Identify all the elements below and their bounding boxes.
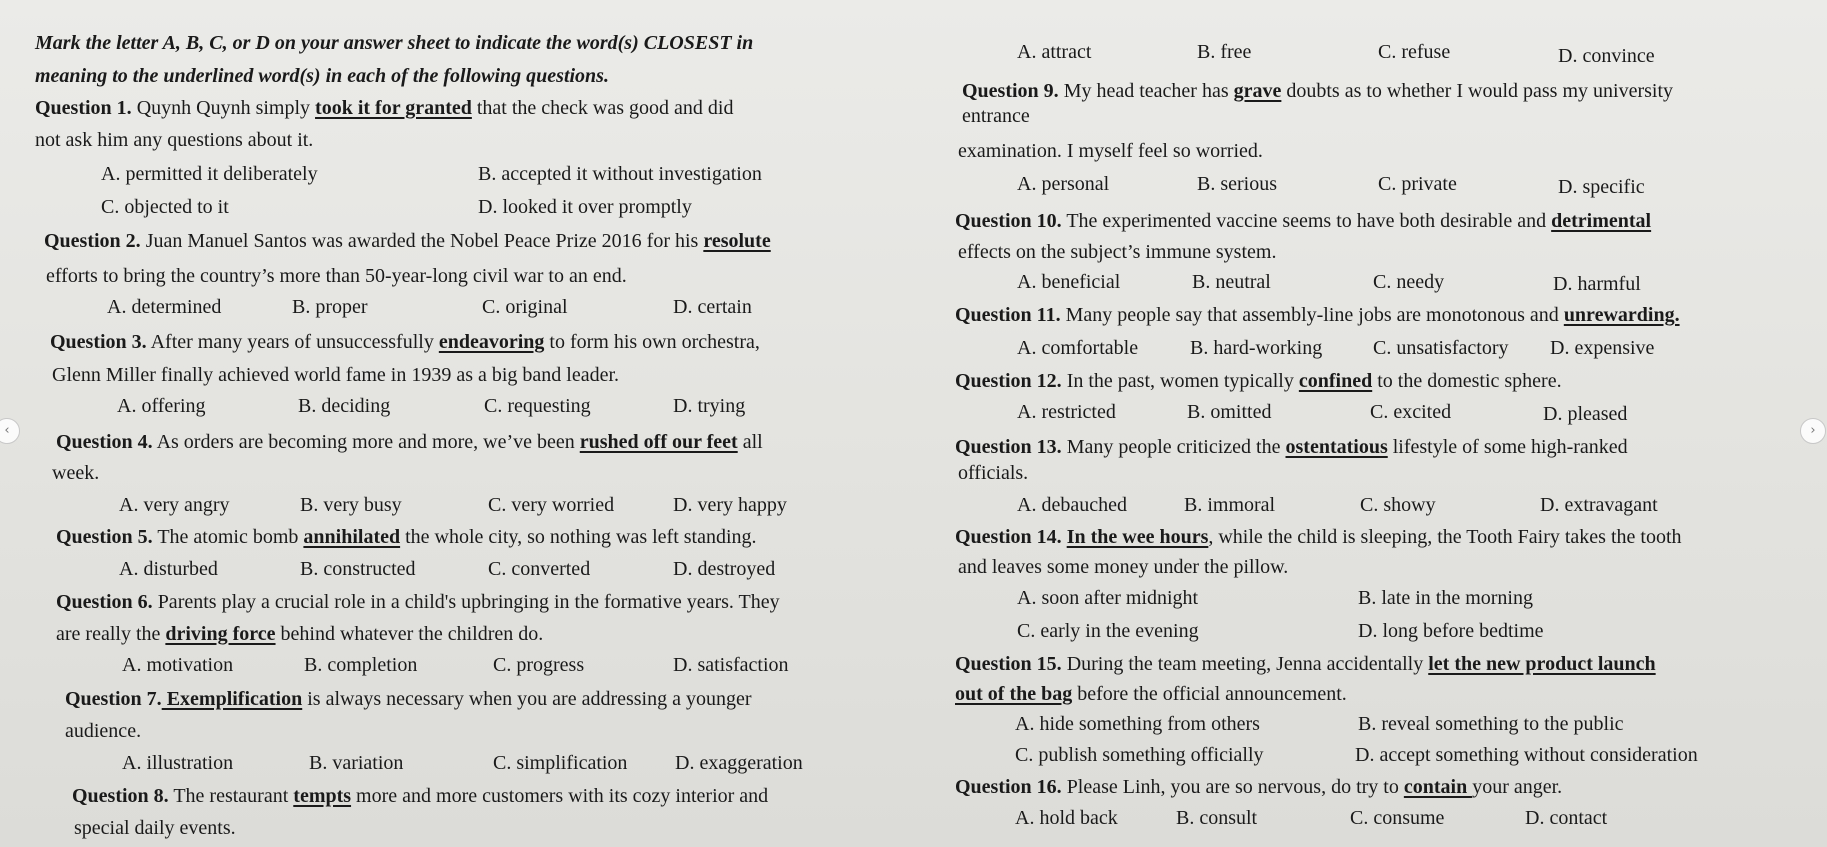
underlined-phrase: In the wee hours (1066, 526, 1209, 548)
question-15-stem-line2: out of the bag before the official announcement. (955, 683, 1347, 705)
q9-option-a[interactable]: A. personal (1017, 173, 1110, 195)
q14-option-a[interactable]: A. soon after midnight (1017, 587, 1199, 609)
question-15-stem: Question 15. During the team meeting, Jenna accidentally let the new product launch (955, 653, 1656, 675)
q5-option-c[interactable]: C. converted (488, 558, 591, 580)
q1-option-a[interactable]: A. permitted it deliberately (101, 163, 318, 185)
q13-option-b[interactable]: B. immoral (1184, 494, 1276, 516)
q14-option-c[interactable]: C. early in the evening (1017, 620, 1199, 642)
q13-option-c[interactable]: C. showy (1360, 494, 1436, 516)
q7-option-d[interactable]: D. exaggeration (675, 752, 803, 774)
q12-option-c[interactable]: C. excited (1370, 401, 1452, 423)
underlined-phrase: ostentatious (1285, 436, 1388, 458)
question-7-stem-line2: audience. (65, 720, 142, 742)
q6-option-b[interactable]: B. completion (304, 654, 418, 676)
q2-option-c[interactable]: C. original (482, 296, 568, 318)
question-10-stem-line2: effects on the subject’s immune system. (958, 241, 1277, 263)
q8-option-a[interactable]: A. attract (1017, 41, 1092, 63)
q7-option-c[interactable]: C. simplification (493, 752, 628, 774)
question-14-stem: Question 14. In the wee hours, while the child is sleeping, the Tooth Fairy takes the tooth (955, 526, 1682, 548)
underlined-phrase: tempts (293, 785, 352, 807)
underlined-phrase: Exemplification (161, 688, 303, 710)
next-page-arrow-icon[interactable]: › (1800, 418, 1826, 444)
q3-option-d[interactable]: D. trying (673, 395, 746, 417)
q9-option-c[interactable]: C. private (1378, 173, 1457, 195)
question-1-stem-line2: not ask him any questions about it. (35, 129, 314, 151)
q11-option-a[interactable]: A. comfortable (1017, 337, 1139, 359)
q4-option-b[interactable]: B. very busy (300, 494, 402, 516)
underlined-phrase: annihilated (303, 526, 401, 548)
q3-option-b[interactable]: B. deciding (298, 395, 391, 417)
question-13-stem-line2: officials. (958, 462, 1029, 484)
q15-option-c[interactable]: C. publish something officially (1015, 744, 1264, 766)
q4-option-c[interactable]: C. very worried (488, 494, 615, 516)
question-16-stem: Question 16. Please Linh, you are so nervous, do try to contain your anger. (955, 776, 1563, 798)
q11-option-b[interactable]: B. hard-working (1190, 337, 1323, 359)
underlined-phrase: grave (1233, 80, 1282, 102)
q5-option-b[interactable]: B. constructed (300, 558, 416, 580)
question-9-stem-line2: entrance (962, 105, 1030, 127)
q10-option-d[interactable]: D. harmful (1553, 273, 1641, 295)
q13-option-a[interactable]: A. debauched (1017, 494, 1127, 516)
q3-option-c[interactable]: C. requesting (484, 395, 591, 417)
q6-option-c[interactable]: C. progress (493, 654, 585, 676)
q10-option-c[interactable]: C. needy (1373, 271, 1445, 293)
instruction-line-2: meaning to the underlined word(s) in each of the following questions. (35, 65, 609, 87)
q12-option-b[interactable]: B. omitted (1187, 401, 1272, 423)
q11-option-d[interactable]: D. expensive (1550, 337, 1655, 359)
question-2-stem: Question 2. Juan Manuel Santos was awarded the Nobel Peace Prize 2016 for his resolute (44, 230, 771, 252)
question-11-stem: Question 11. Many people say that assembly-line jobs are monotonous and unrewarding. (955, 304, 1680, 326)
question-3-stem-line2: Glenn Miller finally achieved world fame in 1939 as a big band leader. (52, 364, 620, 386)
q7-option-b[interactable]: B. variation (309, 752, 404, 774)
underlined-phrase: contain (1403, 776, 1473, 798)
q15-option-a[interactable]: A. hide something from others (1015, 713, 1260, 735)
question-2-stem-line2: efforts to bring the country’s more than 50-year-long civil war to an end. (46, 265, 627, 287)
q11-option-c[interactable]: C. unsatisfactory (1373, 337, 1509, 359)
q9-option-b[interactable]: B. serious (1197, 173, 1277, 195)
q16-option-d[interactable]: D. contact (1525, 807, 1608, 829)
q3-option-a[interactable]: A. offering (117, 395, 206, 417)
q9-option-d[interactable]: D. specific (1558, 176, 1645, 198)
underlined-phrase: endeavoring (438, 331, 545, 353)
q6-option-d[interactable]: D. satisfaction (673, 654, 789, 676)
q4-option-a[interactable]: A. very angry (119, 494, 230, 516)
q1-option-c[interactable]: C. objected to it (101, 196, 229, 218)
underlined-phrase: confined (1298, 370, 1373, 392)
q16-option-c[interactable]: C. consume (1350, 807, 1445, 829)
prev-page-arrow-icon[interactable]: ‹ (0, 418, 20, 444)
question-6-stem-line2: are really the driving force behind whatever the children do. (56, 623, 544, 645)
underlined-phrase-continued: out of the bag (955, 683, 1073, 705)
q8-option-b[interactable]: B. free (1197, 41, 1252, 63)
q4-option-d[interactable]: D. very happy (673, 494, 787, 516)
underlined-phrase: took it for granted (315, 97, 472, 119)
q6-option-a[interactable]: A. motivation (122, 654, 234, 676)
underlined-phrase: unrewarding. (1563, 304, 1680, 326)
question-9-stem: Question 9. My head teacher has grave doubts as to whether I would pass my university (962, 80, 1673, 102)
question-7-stem: Question 7. Exemplification is always necessary when you are addressing a younger (65, 688, 752, 710)
underlined-phrase: let the new product launch (1428, 653, 1656, 675)
instruction-line-1: Mark the letter A, B, C, or D on your answer sheet to indicate the word(s) CLOSEST in (35, 32, 754, 54)
q10-option-b[interactable]: B. neutral (1192, 271, 1271, 293)
question-14-stem-line2: and leaves some money under the pillow. (958, 556, 1289, 578)
q1-option-d[interactable]: D. looked it over promptly (478, 196, 692, 218)
question-3-stem: Question 3. After many years of unsuccessfully endeavoring to form his own orchestra, (50, 331, 760, 353)
question-8-stem: Question 8. The restaurant tempts more and more customers with its cozy interior and (72, 785, 769, 807)
q7-option-a[interactable]: A. illustration (122, 752, 234, 774)
underlined-phrase: driving force (165, 623, 276, 645)
q2-option-a[interactable]: A. determined (107, 296, 222, 318)
question-9-stem-line3: examination. I myself feel so worried. (958, 140, 1263, 162)
question-12-stem: Question 12. In the past, women typically confined to the domestic sphere. (955, 370, 1562, 392)
q15-option-b[interactable]: B. reveal something to the public (1358, 713, 1624, 735)
question-10-stem: Question 10. The experimented vaccine seems to have both desirable and detrimental (955, 210, 1652, 232)
q12-option-a[interactable]: A. restricted (1017, 401, 1116, 423)
underlined-phrase: resolute (703, 230, 771, 252)
q8-option-d[interactable]: D. convince (1558, 45, 1655, 67)
q1-option-b[interactable]: B. accepted it without investigation (478, 163, 762, 185)
q14-option-b[interactable]: B. late in the morning (1358, 587, 1533, 609)
underlined-phrase: detrimental (1551, 210, 1652, 232)
q13-option-d[interactable]: D. extravagant (1540, 494, 1658, 516)
q8-option-c[interactable]: C. refuse (1378, 41, 1451, 63)
q10-option-a[interactable]: A. beneficial (1017, 271, 1121, 293)
q2-option-b[interactable]: B. proper (292, 296, 368, 318)
q5-option-a[interactable]: A. disturbed (119, 558, 218, 580)
q14-option-d[interactable]: D. long before bedtime (1358, 620, 1544, 642)
q15-option-d[interactable]: D. accept something without consideration (1355, 744, 1698, 766)
question-4-stem: Question 4. As orders are becoming more and more, we’ve been rushed off our feet all (56, 431, 763, 453)
question-5-stem: Question 5. The atomic bomb annihilated the whole city, so nothing was left standing. (56, 526, 757, 548)
question-6-stem: Question 6. Parents play a crucial role in a child's upbringing in the formative years. They (56, 591, 780, 613)
q5-option-d[interactable]: D. destroyed (673, 558, 776, 580)
question-8-stem-line2: special daily events. (74, 817, 236, 839)
question-4-stem-line2: week. (52, 462, 100, 484)
q16-option-b[interactable]: B. consult (1176, 807, 1258, 829)
question-13-stem: Question 13. Many people criticized the ostentatious lifestyle of some high-ranked (955, 436, 1628, 458)
q16-option-a[interactable]: A. hold back (1015, 807, 1118, 829)
underlined-phrase: rushed off our feet (579, 431, 738, 453)
question-1-stem: Question 1. Quynh Quynh simply took it for granted that the check was good and did (35, 97, 734, 119)
q2-option-d[interactable]: D. certain (673, 296, 752, 318)
q12-option-d[interactable]: D. pleased (1543, 403, 1628, 425)
